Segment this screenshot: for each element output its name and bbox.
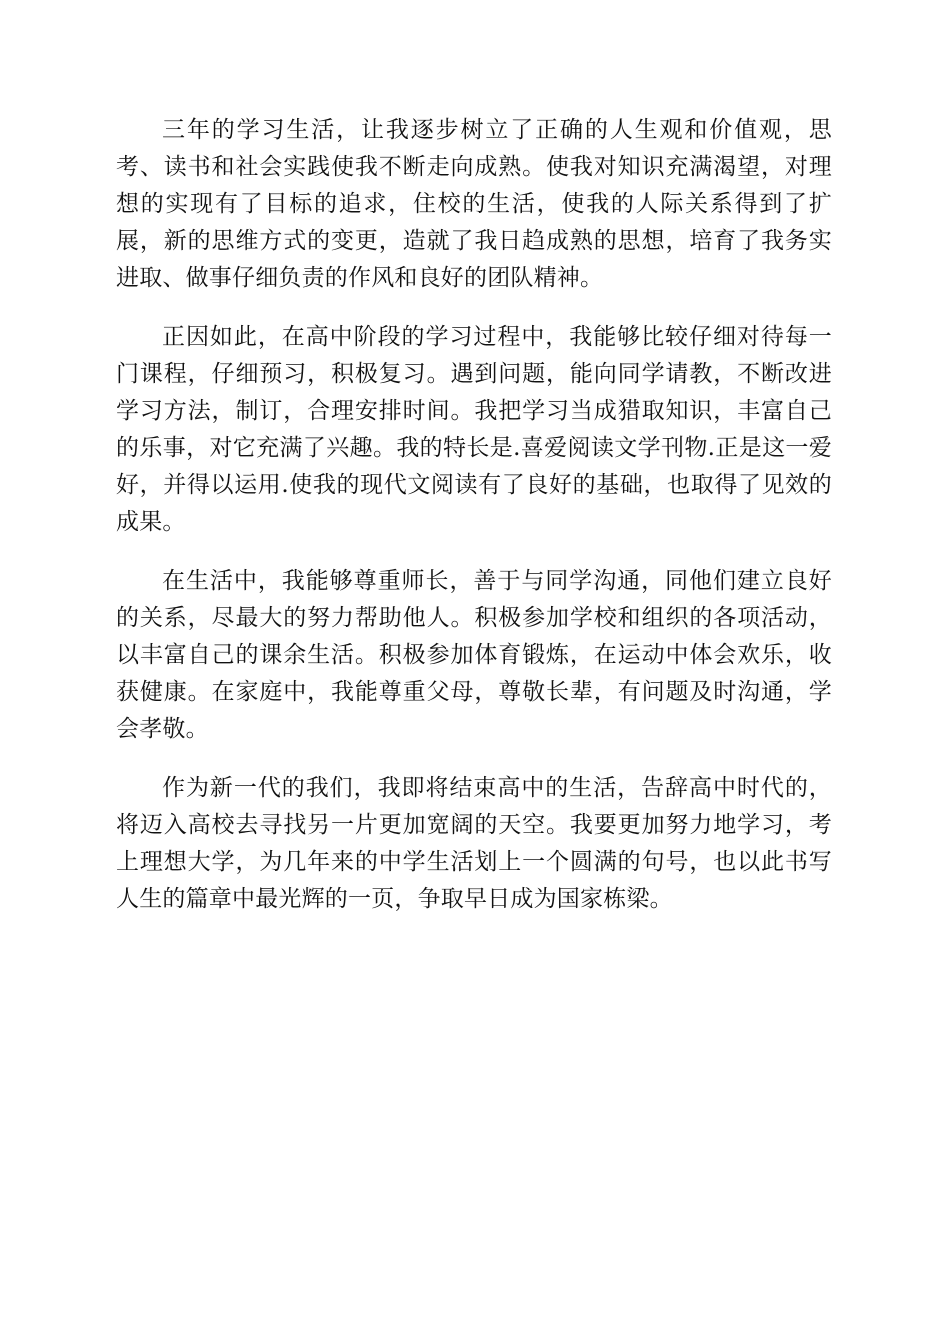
paragraph-1: 三年的学习生活，让我逐步树立了正确的人生观和价值观，思考、读书和社会实践使我不断走向成熟。使我对知识充满渴望，对理想的实现有了目标的追求，住校的生活，使我的人际关系得到了扩展，新的思维方式的变更，造就了我日趋成熟的思想，培育了我务实进取、做事仔细负责的作风和良好的团队精神。 [116, 117, 832, 291]
paragraph-4: 作为新一代的我们，我即将结束高中的生活，告辞高中时代的，将迈入高校去寻找另一片更加宽阔的天空。我要更加努力地学习，考上理想大学，为几年来的中学生活划上一个圆满的句号，也以此书写人生的篇章中最光辉的一页，争取早日成为国家栋梁。 [116, 775, 832, 912]
paragraph-3: 在生活中，我能够尊重师长，善于与同学沟通，同他们建立良好的关系，尽最大的努力帮助他人。积极参加学校和组织的各项活动，以丰富自己的课余生活。积极参加体育锻炼，在运动中体会欢乐，收获健康。在家庭中，我能尊重父母，尊敬长辈，有问题及时沟通，学会孝敬。 [116, 568, 832, 742]
paragraph-2: 正因如此，在高中阶段的学习过程中，我能够比较仔细对待每一门课程，仔细预习，积极复习。遇到问题，能向同学请教，不断改进学习方法，制订，合理安排时间。我把学习当成猎取知识，丰富自己的乐事，对它充满了兴趣。我的特长是.喜爱阅读文学刊物.正是这一爱好，并得以运用.使我的现代文阅读有了良好的基础，也取得了见效的成果。 [116, 324, 832, 535]
document-body [116, 112, 832, 940]
